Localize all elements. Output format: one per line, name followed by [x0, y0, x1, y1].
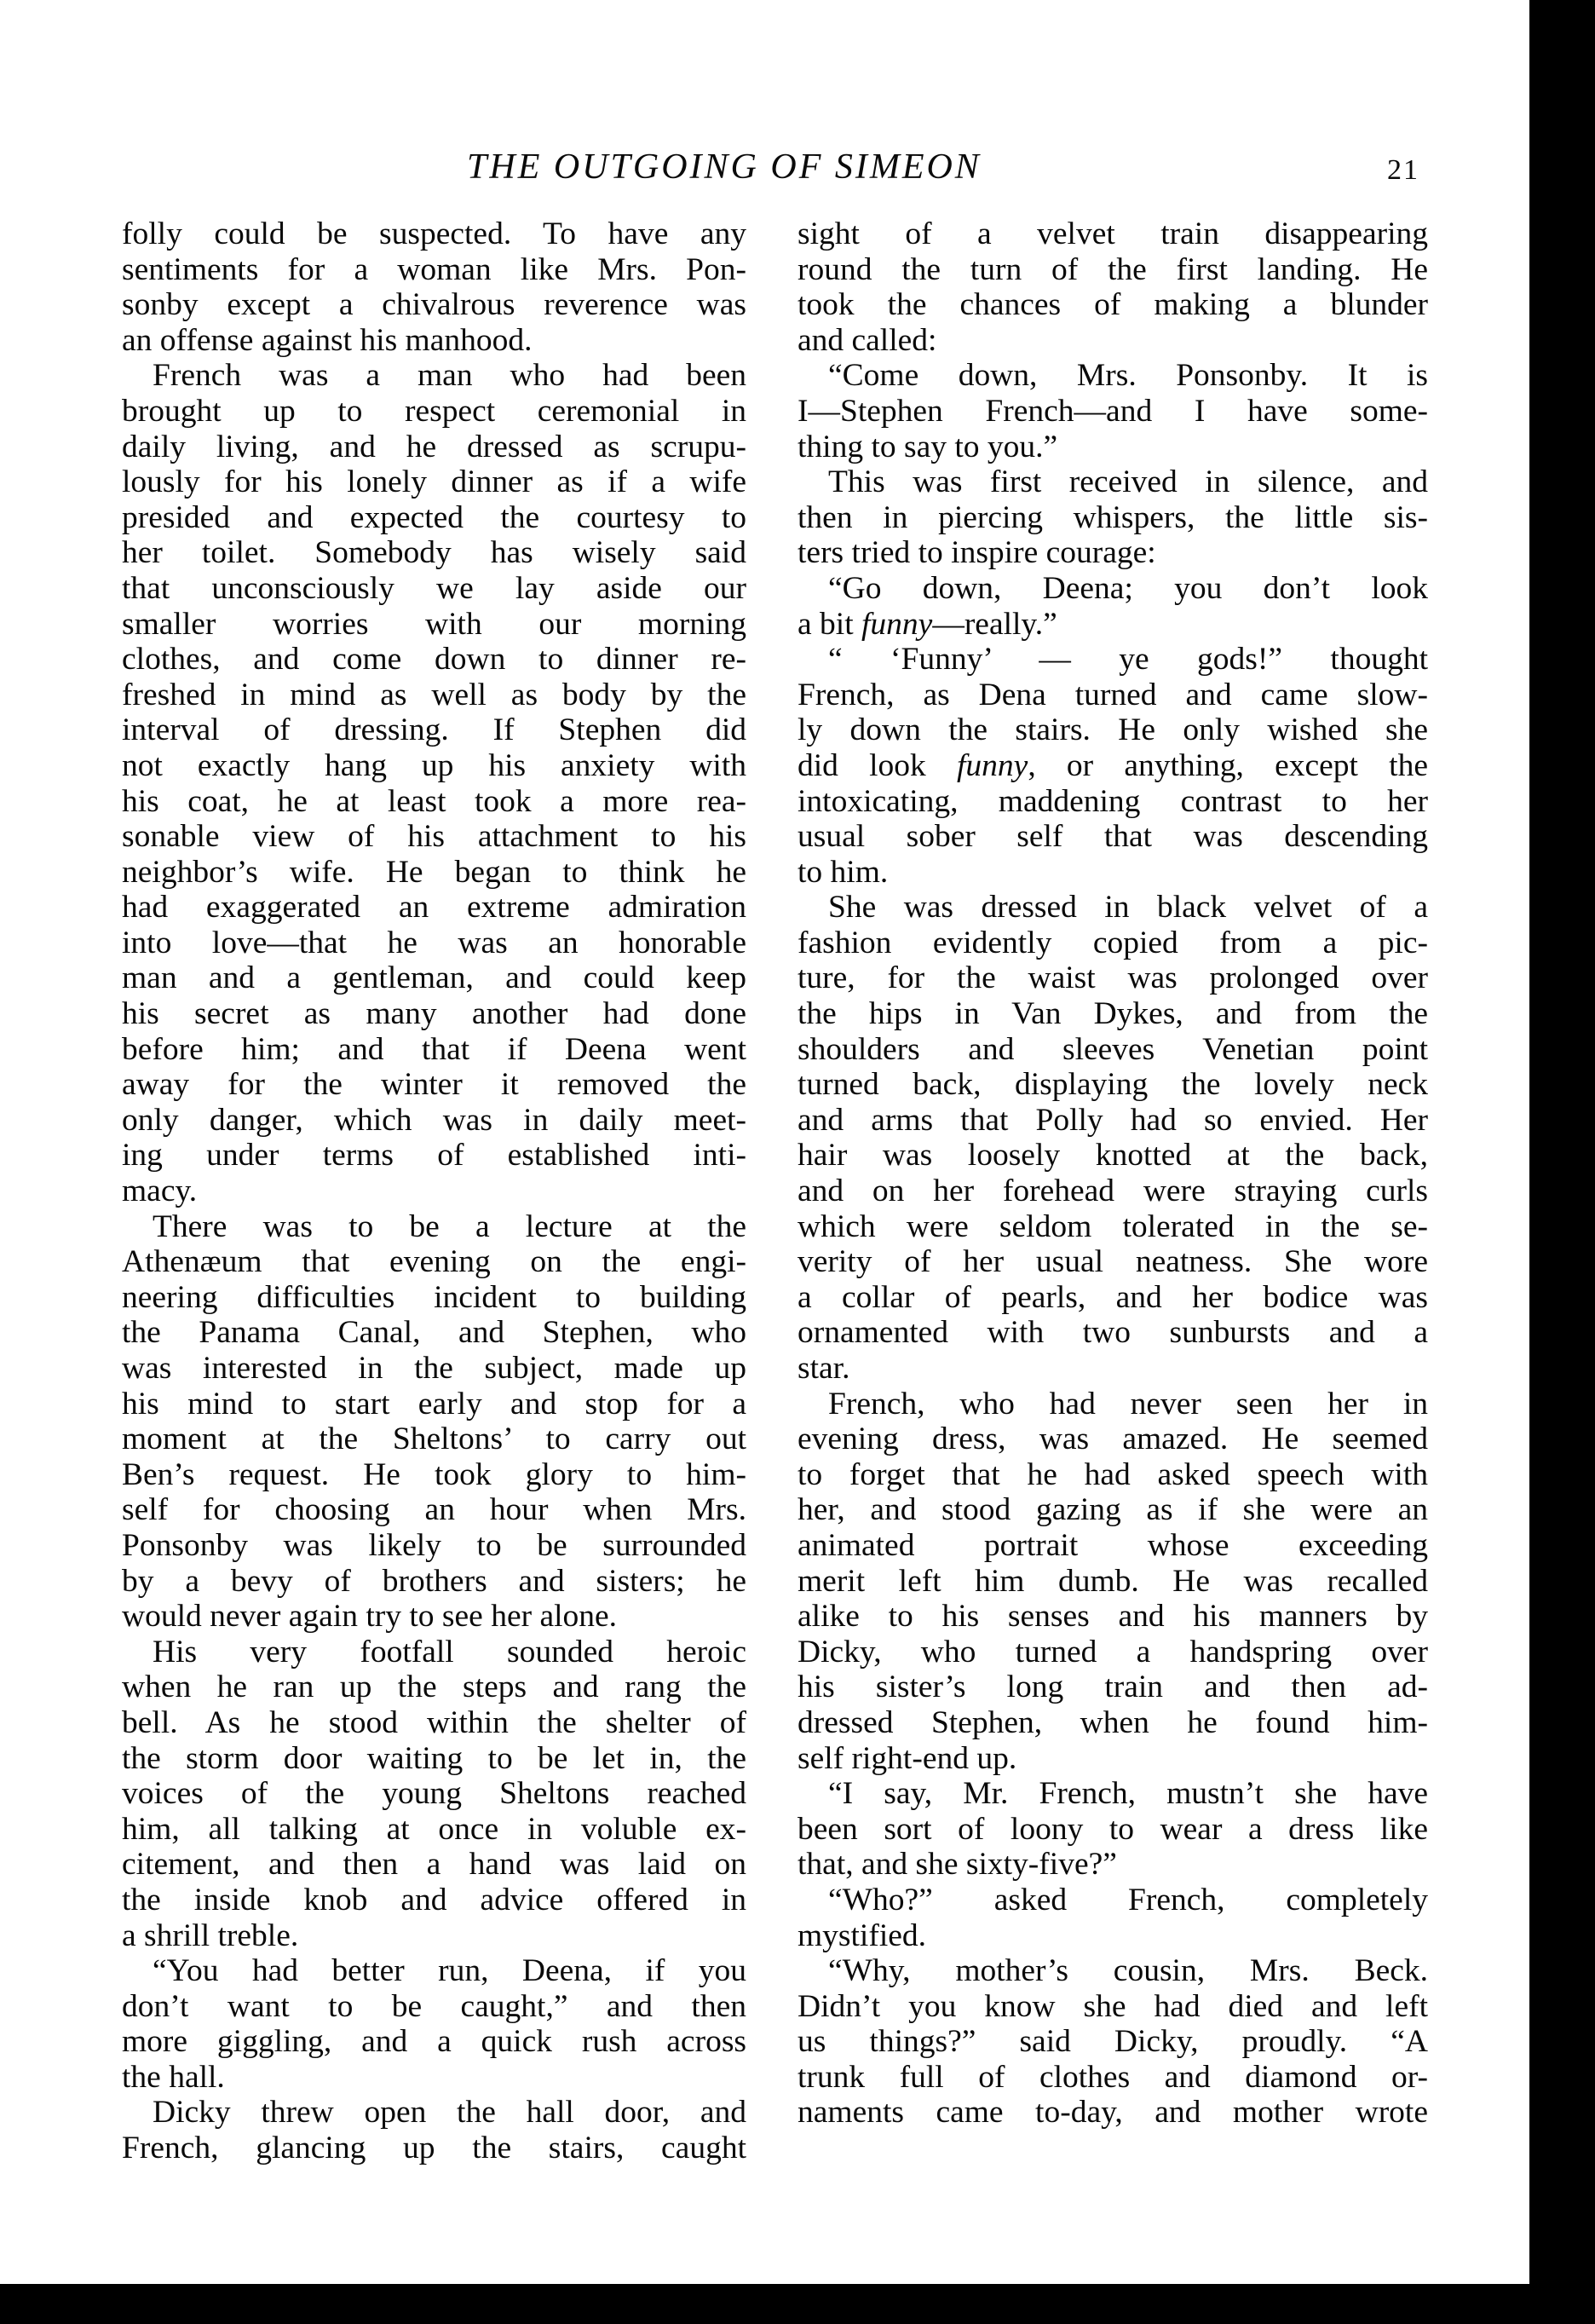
text-line: bell. As he stood within the shelter of	[122, 1704, 746, 1740]
text-line	[798, 607, 1428, 643]
text-line: ornamented with two sunbursts and a	[798, 1315, 1428, 1351]
text-line: sight of a velvet train disappearing	[798, 216, 1428, 251]
text-line: a shrill treble.	[122, 1917, 299, 1953]
text-line: self right-end up.	[798, 1740, 1017, 1776]
text-line: the hall.	[122, 2059, 225, 2095]
text-line: “Go down, Deena; you don’t look	[828, 570, 1428, 606]
text-segment: —really.”	[932, 606, 1057, 642]
text-line: French, as Dena turned and came slow-	[798, 677, 1428, 712]
text-line: Dicky threw open the hall door, and	[153, 2095, 746, 2131]
text-line: His very footfall sounded heroic	[153, 1634, 746, 1669]
text-line: sonby except a chivalrous reverence was	[122, 287, 746, 323]
text-line: by a bevy of brothers and sisters; he	[122, 1563, 746, 1599]
text-line: “You had better run, Deena, if you	[153, 1953, 746, 1989]
text-line: been sort of loony to wear a dress like	[798, 1811, 1428, 1847]
text-line: her, and stood gazing as if she were an	[798, 1492, 1428, 1528]
text-line: French, who had never seen her in	[828, 1386, 1428, 1422]
text-line: presided and expected the courtesy to	[122, 499, 746, 535]
text-line	[798, 748, 1428, 784]
text-segment: a bit	[798, 606, 861, 642]
text-segment: , or anything, except the	[1028, 747, 1428, 783]
text-line: verity of her usual neatness. She wore	[798, 1244, 1428, 1280]
left-text-column	[122, 216, 746, 2166]
text-line: ing under terms of established inti-	[122, 1138, 746, 1174]
scan-border-right	[1529, 0, 1595, 2324]
text-line: evening dress, was amazed. He seemed	[798, 1422, 1428, 1457]
text-line: voices of the young Sheltons reached	[122, 1776, 746, 1812]
text-line: neering difficulties incident to building	[122, 1279, 746, 1315]
text-line: only danger, which was in daily meet-	[122, 1102, 746, 1138]
italic-emphasis: funny	[861, 606, 933, 642]
text-line: a collar of pearls, and her bodice was	[798, 1279, 1428, 1315]
text-line: would never again try to see her alone.	[122, 1599, 618, 1635]
text-line: don’t want to be caught,” and then	[122, 1988, 746, 2024]
text-line: merit left him dumb. He was recalled	[798, 1563, 1428, 1599]
text-line: had exaggerated an extreme admiration	[122, 890, 746, 926]
text-line: the Panama Canal, and Stephen, who	[122, 1315, 746, 1351]
text-line: sentiments for a woman like Mrs. Pon-	[122, 251, 746, 287]
text-line: the inside knob and advice offered in	[122, 1882, 746, 1917]
text-line: folly could be suspected. To have any	[122, 216, 746, 251]
text-line: more giggling, and a quick rush across	[122, 2024, 746, 2060]
text-line: Ponsonby was likely to be surrounded	[122, 1527, 746, 1563]
text-line: away for the winter it removed the	[122, 1067, 746, 1103]
text-line: daily living, and he dressed as scrupu-	[122, 429, 746, 464]
text-line: his coat, he at least took a more rea-	[122, 783, 746, 819]
text-line: interval of dressing. If Stephen did	[122, 712, 746, 748]
text-line: an offense against his manhood.	[122, 322, 533, 358]
text-line: ters tried to inspire courage:	[798, 535, 1156, 571]
text-line: “Who?” asked French, completely	[828, 1882, 1428, 1917]
text-line: Didn’t you know she had died and left	[798, 1988, 1428, 2024]
text-line: when he ran up the steps and rang the	[122, 1669, 746, 1705]
text-line: lously for his lonely dinner as if a wife	[122, 464, 746, 500]
text-line: “ ‘Funny’ — ye gods!” thought	[828, 642, 1428, 678]
text-line: her toilet. Somebody has wisely said	[122, 535, 746, 571]
text-line: him, all talking at once in voluble ex-	[122, 1811, 746, 1847]
text-line: I—Stephen French—and I have some-	[798, 393, 1428, 429]
text-line: macy.	[122, 1174, 198, 1209]
text-line: and called:	[798, 322, 937, 358]
text-line: that, and she sixty-five?”	[798, 1847, 1117, 1883]
text-line: before him; and that if Deena went	[122, 1031, 746, 1067]
text-line: Athenæum that evening on the engi-	[122, 1244, 746, 1280]
text-line: into love—that he was an honorable	[122, 925, 746, 960]
text-line: freshed in mind as well as body by the	[122, 677, 746, 712]
text-line: self for choosing an hour when Mrs.	[122, 1492, 746, 1528]
text-line: the hips in Van Dykes, and from the	[798, 996, 1428, 1032]
text-line: hair was loosely knotted at the back,	[798, 1138, 1428, 1174]
text-line: shoulders and sleeves Venetian point	[798, 1031, 1428, 1067]
running-title: THE OUTGOING OF SIMEON	[467, 147, 982, 187]
text-line: dressed Stephen, when he found him-	[798, 1704, 1428, 1740]
text-line: the storm door waiting to be let in, the	[122, 1740, 746, 1776]
text-line: and on her forehead were straying curls	[798, 1174, 1428, 1209]
text-line: that unconsciously we lay aside our	[122, 570, 746, 606]
text-line: his sister’s long train and then ad-	[798, 1669, 1428, 1705]
text-segment: did look	[798, 747, 957, 783]
text-line: and arms that Polly had so envied. Her	[798, 1102, 1428, 1138]
text-line: turned back, displaying the lovely neck	[798, 1067, 1428, 1103]
text-line: intoxicating, maddening contrast to her	[798, 783, 1428, 819]
scan-border-bottom	[0, 2284, 1595, 2324]
text-line: fashion evidently copied from a pic-	[798, 925, 1428, 960]
text-line: star.	[798, 1351, 850, 1386]
text-line: “Why, mother’s cousin, Mrs. Beck.	[828, 1953, 1428, 1989]
text-line: usual sober self that was descending	[798, 819, 1428, 855]
text-line: French was a man who had been	[153, 358, 746, 394]
text-line: his mind to start early and stop for a	[122, 1386, 746, 1422]
text-line: to forget that he had asked speech with	[798, 1456, 1428, 1492]
text-line: neighbor’s wife. He began to think he	[122, 854, 746, 890]
text-line: thing to say to you.”	[798, 429, 1058, 464]
text-line: Dicky, who turned a handspring over	[798, 1634, 1428, 1669]
text-line: ly down the stairs. He only wished she	[798, 712, 1428, 748]
text-line: us things?” said Dicky, proudly. “A	[798, 2024, 1428, 2060]
text-line: smaller worries with our morning	[122, 606, 746, 642]
text-line: ture, for the waist was prolonged over	[798, 960, 1428, 996]
italic-emphasis: funny	[956, 747, 1028, 783]
text-line: not exactly hang up his anxiety with	[122, 747, 746, 783]
text-line: animated portrait whose exceeding	[798, 1527, 1428, 1563]
text-line: round the turn of the first landing. He	[798, 251, 1428, 287]
text-line: man and a gentleman, and could keep	[122, 960, 746, 996]
running-head	[0, 141, 1529, 193]
text-line: She was dressed in black velvet of a	[828, 890, 1428, 926]
text-line: There was to be a lecture at the	[153, 1208, 746, 1244]
text-line: citement, and then a hand was laid on	[122, 1847, 746, 1883]
text-line: then in piercing whispers, the little sis-	[798, 499, 1428, 535]
text-line: moment at the Sheltons’ to carry out	[122, 1422, 746, 1457]
text-line: trunk full of clothes and diamond or-	[798, 2059, 1428, 2095]
text-line: alike to his senses and his manners by	[798, 1599, 1428, 1635]
text-line: to him.	[798, 854, 889, 890]
text-line: clothes, and come down to dinner re-	[122, 642, 746, 678]
right-text-column	[798, 216, 1428, 2131]
text-line: was interested in the subject, made up	[122, 1351, 746, 1386]
text-line: “Come down, Mrs. Ponsonby. It is	[828, 358, 1428, 394]
text-line: took the chances of making a blunder	[798, 287, 1428, 323]
text-line: mystified.	[798, 1917, 927, 1953]
text-line: which were seldom tolerated in the se-	[798, 1208, 1428, 1244]
text-line: French, glancing up the stairs, caught	[122, 2131, 746, 2166]
text-line: Ben’s request. He took glory to him-	[122, 1456, 746, 1492]
text-line: “I say, Mr. French, mustn’t she have	[828, 1776, 1428, 1812]
text-line: This was first received in silence, and	[828, 464, 1428, 500]
page-number: 21	[1387, 154, 1419, 186]
text-line: his secret as many another had done	[122, 996, 746, 1032]
text-line: naments came to-day, and mother wrote	[798, 2095, 1428, 2131]
text-line: brought up to respect ceremonial in	[122, 393, 746, 429]
text-line: sonable view of his attachment to his	[122, 819, 746, 855]
